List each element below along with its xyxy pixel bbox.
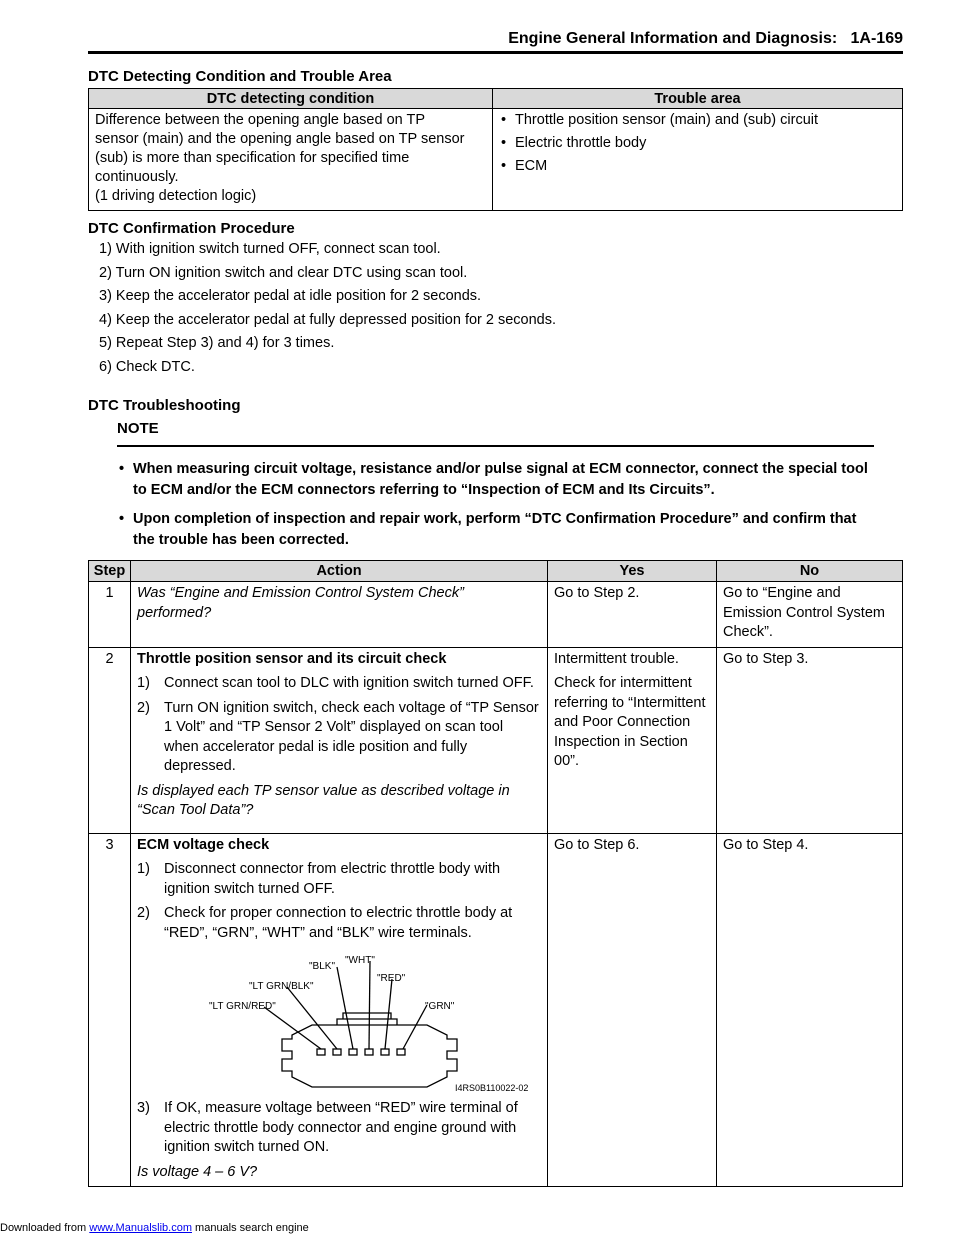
- label-red: "RED": [377, 973, 406, 984]
- trouble-area-item: • Electric throttle body: [499, 134, 896, 153]
- col-header-no: No: [717, 561, 903, 582]
- note-item: • Upon completion of inspection and repair work, perform “DTC Confirmation Procedure” and confirm that the trouble has been corrected.: [117, 509, 874, 551]
- col-header-condition: DTC detecting condition: [89, 89, 493, 109]
- table-row: [89, 647, 903, 833]
- condition-line: (sub) is more than specification for specified time: [95, 150, 410, 166]
- note-box: [117, 420, 874, 563]
- condition-cell: [89, 109, 493, 211]
- condition-line: continuously.: [95, 169, 179, 185]
- footer-prefix: Downloaded from: [0, 1222, 90, 1234]
- step-yes: Go to Step 2.: [548, 582, 717, 648]
- sub-step: 1) Connect scan tool to DLC with ignition switch turned OFF.: [137, 675, 534, 691]
- table-row: [89, 833, 903, 1187]
- condition-line: sensor (main) and the opening angle based on TP sensor: [95, 131, 465, 147]
- confirmation-step: 1) With ignition switch turned OFF, connect scan tool.: [99, 241, 441, 257]
- note-title: NOTE: [117, 420, 159, 437]
- header-rule: [88, 51, 903, 54]
- step-no: Go to Step 3.: [717, 647, 903, 833]
- step-title: Throttle position sensor and its circuit check: [137, 650, 447, 667]
- confirmation-step: 2) Turn ON ignition switch and clear DTC using scan tool.: [99, 264, 468, 281]
- trouble-area-item: • Throttle position sensor (main) and (sub) circuit: [499, 111, 896, 130]
- yes-line: Intermittent trouble.: [554, 650, 679, 667]
- step-question: Is displayed each TP sensor value as described voltage in “Scan Tool Data”?: [137, 782, 510, 818]
- condition-line: Difference between the opening angle based on TP: [95, 112, 425, 128]
- step-yes: Go to Step 6.: [548, 833, 717, 1187]
- confirmation-step: 5) Repeat Step 3) and 4) for 3 times.: [99, 335, 335, 351]
- sub-step: 2) Turn ON ignition switch, check each voltage of “TP Sensor 1 Volt” and “TP Sensor 2 Volt” displayed on scan tool when accelerator pedal is idle position and fully depressed.: [137, 699, 539, 774]
- header-page-number: 1A-169: [850, 30, 903, 47]
- step-number: 2: [89, 647, 131, 833]
- trouble-area-cell: [493, 109, 903, 211]
- step-number: 3: [89, 833, 131, 1187]
- footer-link[interactable]: www.Manualslib.com: [89, 1222, 192, 1234]
- col-header-yes: Yes: [548, 561, 717, 582]
- step-question: Was “Engine and Emission Control System Check” performed?: [131, 582, 548, 648]
- table-row: [89, 582, 903, 648]
- section-title-detecting: DTC Detecting Condition and Trouble Area: [88, 68, 392, 85]
- yes-line: Check for intermittent referring to “Intermittent and Poor Connection Inspection in Section 00”.: [554, 675, 706, 769]
- step-yes: [548, 647, 717, 833]
- section-title-troubleshooting: DTC Troubleshooting: [88, 397, 241, 414]
- confirmation-steps: [99, 238, 556, 379]
- connector-diagram: [137, 949, 537, 1094]
- confirmation-step: 3) Keep the accelerator pedal at idle position for 2 seconds.: [99, 288, 482, 304]
- step-action: [131, 647, 548, 833]
- download-footer: [0, 1222, 340, 1234]
- step-no: Go to Step 4.: [717, 833, 903, 1187]
- label-lt-grn-blk: "LT GRN/BLK": [249, 981, 314, 992]
- col-header-action: Action: [131, 561, 548, 582]
- troubleshooting-table: [88, 560, 903, 1187]
- step-question: Is voltage 4 – 6 V?: [137, 1163, 258, 1180]
- step-no: Go to “Engine and Emission Control System Check”.: [717, 582, 903, 648]
- label-wht: "WHT": [345, 955, 375, 966]
- trouble-area-item: • ECM: [499, 157, 896, 176]
- sub-step: 1) Disconnect connector from electric throttle body with ignition switch turned OFF.: [137, 861, 501, 897]
- label-lt-grn-red: "LT GRN/RED": [209, 1001, 276, 1012]
- page-header: [88, 30, 903, 52]
- confirmation-step: 4) Keep the accelerator pedal at fully depressed position for 2 seconds.: [99, 311, 557, 328]
- detecting-table: [88, 88, 903, 211]
- col-header-trouble-area: Trouble area: [493, 89, 903, 109]
- sub-step: 3) If OK, measure voltage between “RED” wire terminal of electric throttle body connector and engine ground with ignition switch turned ON.: [137, 1100, 518, 1155]
- label-blk: "BLK": [309, 961, 336, 972]
- sub-step: 2) Check for proper connection to electric throttle body at “RED”, “GRN”, “WHT” and “BLK” wire terminals.: [137, 905, 513, 941]
- step-title: ECM voltage check: [137, 836, 270, 853]
- confirmation-step: 6) Check DTC.: [99, 358, 195, 375]
- figure-code: I4RS0B110022-02: [455, 1083, 529, 1093]
- label-grn: "GRN": [425, 1001, 455, 1012]
- section-title-confirmation: DTC Confirmation Procedure: [88, 220, 295, 237]
- note-top-rule: [117, 445, 874, 447]
- note-item: • When measuring circuit voltage, resistance and/or pulse signal at ECM connector, connect the special tool to ECM and/or the ECM connectors referring to “Inspection of ECM and Its Circuits”.: [117, 459, 874, 501]
- condition-line: (1 driving detection logic): [95, 188, 257, 204]
- step-number: 1: [89, 582, 131, 648]
- col-header-step: Step: [89, 561, 131, 582]
- header-title: Engine General Information and Diagnosis:: [508, 30, 838, 47]
- footer-suffix: manuals search engine: [191, 1222, 309, 1234]
- step-action: [131, 833, 548, 1187]
